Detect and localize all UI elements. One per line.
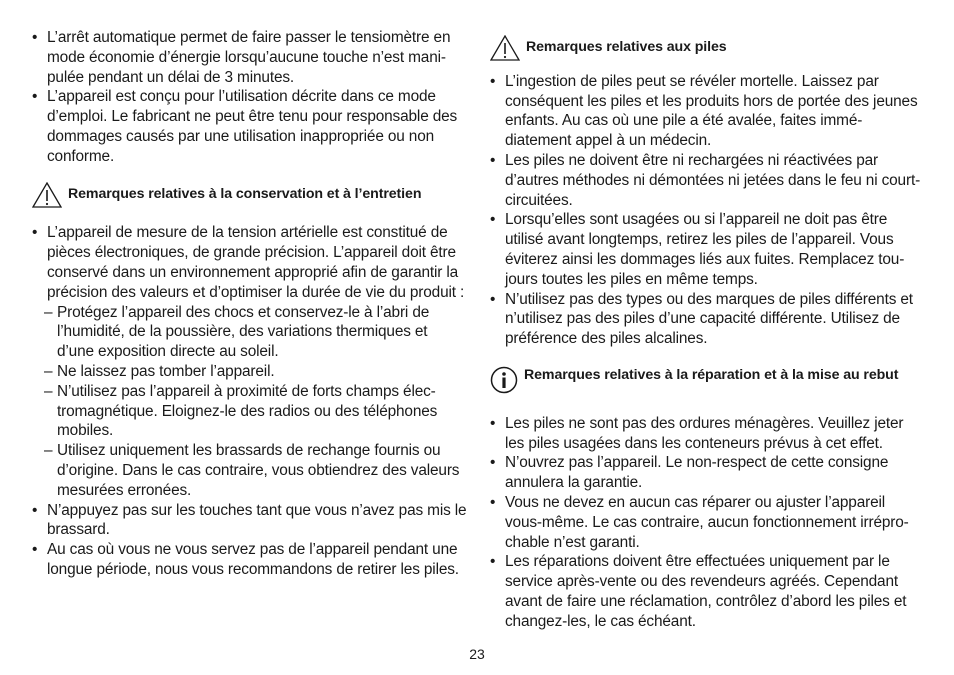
sub-list-item: – Utilisez uniquement les brassards de rechange fournis ou d’origine. Dans le cas contraire, vous obtiendrez des valeurs mesurées erronées. xyxy=(32,441,468,500)
right-column xyxy=(490,35,926,632)
list-item: • Les piles ne doivent être ni rechargées ni réactivées par d’autres méthodes ni démontées ni jetées dans le feu ni court-circuitées. xyxy=(490,151,926,210)
storage-heading xyxy=(32,182,468,215)
warning-triangle-icon xyxy=(490,35,520,68)
left-column xyxy=(32,28,468,580)
list-item: • Vous ne devez en aucun cas réparer ou ajuster l’appareil vous-même. Le cas contraire, aucun fonctionnement irrépro-chable n’est garanti. xyxy=(490,493,926,552)
page-number: 23 xyxy=(469,646,485,662)
list-item: • N’utilisez pas des types ou des marques de piles différents et n’utilisez pas des piles d’une capacité différente. Utilisez de préférence des piles alcalines. xyxy=(490,290,926,349)
batteries-heading xyxy=(490,35,926,68)
warning-triangle-icon xyxy=(32,182,62,215)
repair-heading-text: Remarques relatives à la réparation et à la mise au rebut xyxy=(524,366,899,383)
list-item: • N’appuyez pas sur les touches tant que vous n’avez pas mis le brassard. xyxy=(32,501,468,541)
list-item: • N’ouvrez pas l’appareil. Le non-respect de cette consigne annulera la garantie. xyxy=(490,453,926,493)
list-item: • Lorsqu’elles sont usagées ou si l’appareil ne doit pas être utilisé avant longtemps, retirez les piles de l’appareil. Vous éviterez ainsi les dommages liés aux fuites. Remplacez tou-jours toutes les piles en même temps. xyxy=(490,210,926,289)
info-circle-icon xyxy=(490,366,518,401)
sub-list-item: – Ne laissez pas tomber l’appareil. xyxy=(32,362,468,382)
list-item: • Au cas où vous ne vous servez pas de l’appareil pendant une longue période, nous vous recommandons de retirer les piles. xyxy=(32,540,468,580)
sub-list-item: – Protégez l’appareil des chocs et conservez-le à l’abri de l’humidité, de la poussière, des variations thermiques et d’une exposition directe au soleil. xyxy=(32,303,468,362)
list-item: • L’ingestion de piles peut se révéler mortelle. Laissez par conséquent les piles et les produits hors de portée des jeunes enfants. Au cas où une pile a été avalée, faites immé-diatement appel à un médecin. xyxy=(490,72,926,151)
repair-heading xyxy=(490,366,926,401)
list-item: • Les réparations doivent être effectuées uniquement par le service après-vente ou des revendeurs agréés. Cependant avant de faire une réclamation, contrôlez d’abord les piles et changez-les, le cas échéant. xyxy=(490,552,926,631)
list-item: • L’appareil est conçu pour l’utilisation décrite dans ce mode d’emploi. Le fabricant ne peut être tenu pour responsable des dommages causés par une utilisation inappropriée ou non conforme. xyxy=(32,87,468,166)
batteries-heading-text: Remarques relatives aux piles xyxy=(526,39,727,55)
sub-list-item: – N’utilisez pas l’appareil à proximité de forts champs élec-tromagnétique. Eloignez-le des radios ou des téléphones mobiles. xyxy=(32,382,468,441)
list-item: • L’appareil de mesure de la tension artérielle est constitué de pièces électroniques, de grande précision. L’appareil doit être conservé dans un environnement approprié afin de garantir la précision des valeurs et d’optimiser la durée de vie du produit : xyxy=(32,223,468,302)
list-item: • Les piles ne sont pas des ordures ménagères. Veuillez jeter les piles usagées dans les conteneurs prévus à cet effet. xyxy=(490,414,926,454)
storage-heading-text: Remarques relatives à la conservation et à l’entretien xyxy=(68,185,422,202)
list-item: • L’arrêt automatique permet de faire passer le tensiomètre en mode économie d’énergie lorsqu’aucune touche n’est mani-pulée pendant un délai de 3 minutes. xyxy=(32,28,468,87)
